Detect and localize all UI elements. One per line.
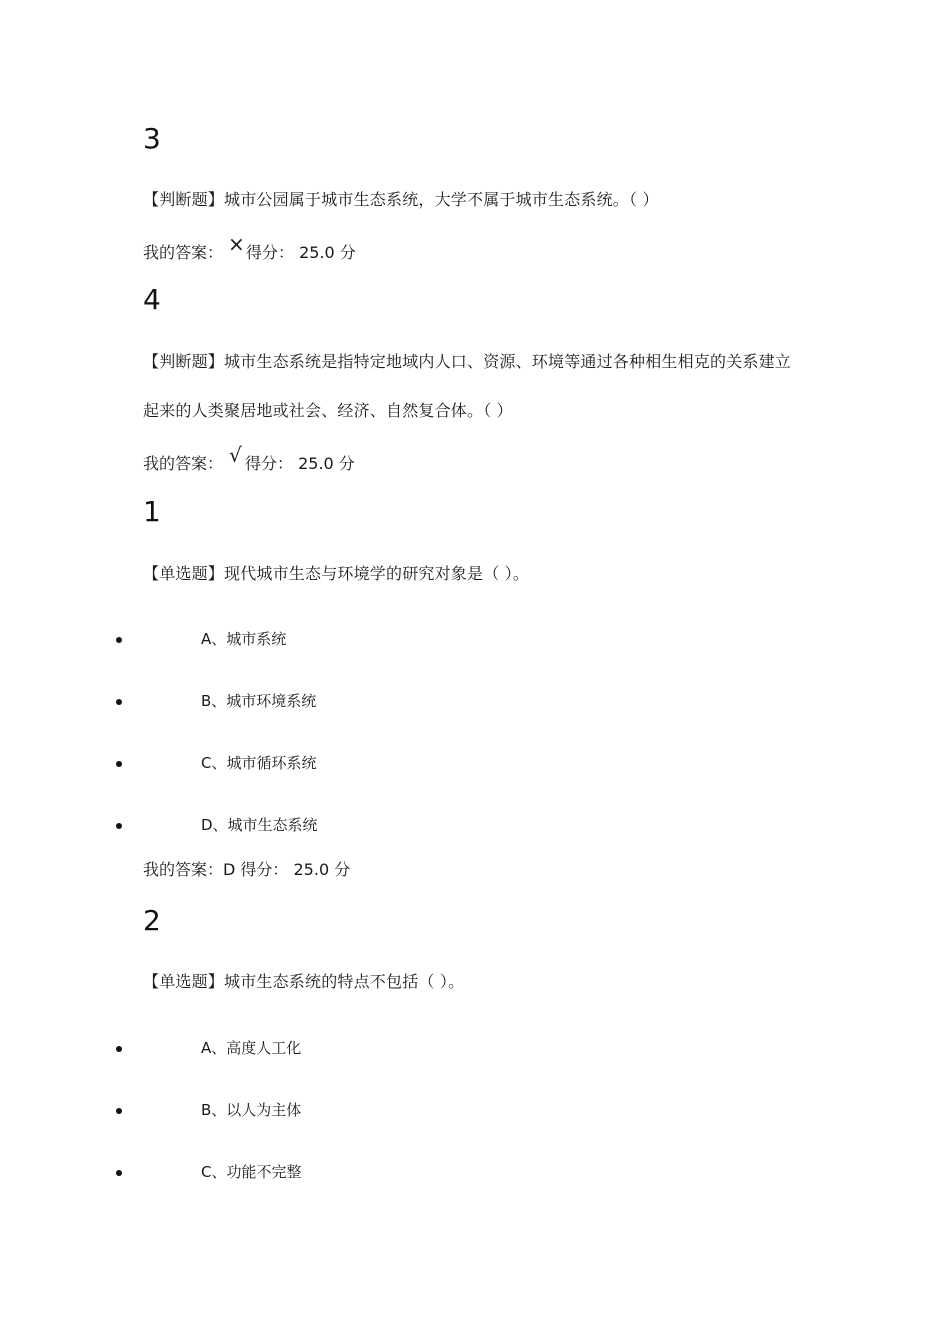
answer-label: 我的答案： (143, 243, 224, 262)
list-bullet (116, 1170, 122, 1176)
question-text: 【判断题】城市公园属于城市生态系统，大学不属于城市生态系统。（ ） (143, 190, 659, 209)
option-d: D、城市生态系统 (201, 816, 318, 834)
question-number: 4 (143, 283, 161, 316)
option-c: C、城市循环系统 (201, 754, 317, 772)
list-bullet (116, 1108, 122, 1114)
list-bullet (116, 1046, 122, 1052)
list-bullet (116, 761, 122, 767)
option-c: C、功能不完整 (201, 1163, 302, 1181)
check-mark-icon: √ (229, 443, 242, 467)
option-a: A、城市系统 (201, 630, 287, 648)
answer-line: 我的答案：D 得分： 25.0 分 (143, 860, 351, 879)
option-b: B、城市环境系统 (201, 692, 317, 710)
question-text: 【单选题】城市生态系统的特点不包括（ ）。 (143, 972, 465, 991)
question-number: 1 (143, 495, 161, 528)
question-number: 3 (143, 122, 161, 155)
question-number: 2 (143, 904, 161, 937)
option-a: A、高度人工化 (201, 1039, 302, 1057)
list-bullet (116, 699, 122, 705)
list-bullet (116, 823, 122, 829)
option-b: B、以人为主体 (201, 1101, 302, 1119)
score-text: 得分： 25.0 分 (246, 243, 356, 262)
list-bullet (116, 637, 122, 643)
question-text: 【单选题】现代城市生态与环境学的研究对象是（ ）。 (143, 564, 530, 583)
wrong-mark-icon: × (228, 232, 245, 256)
question-text-line2: 起来的人类聚居地或社会、经济、自然复合体。（ ） (143, 401, 513, 420)
score-text: 得分： 25.0 分 (245, 454, 355, 473)
question-text-line1: 【判断题】城市生态系统是指特定地域内人口、资源、环境等通过各种相生相克的关系建立 (143, 352, 792, 371)
answer-label: 我的答案： (143, 454, 224, 473)
